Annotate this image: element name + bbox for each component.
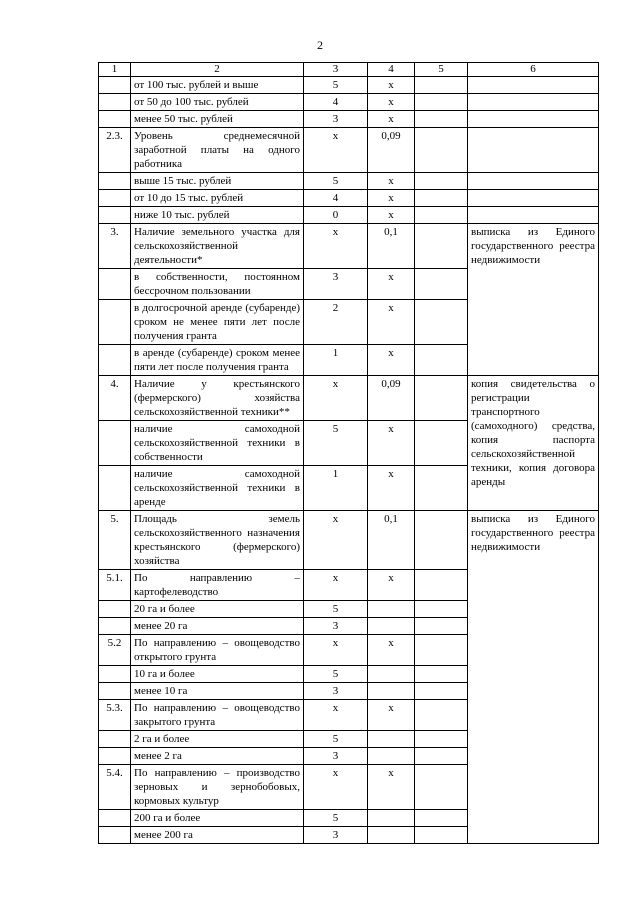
row-number-cell: 5.2 [99,635,131,666]
value-cell [415,635,468,666]
column-header: 1 [99,63,131,77]
weight-cell: х [368,111,415,128]
criterion-text-cell: По направлению – картофелеводство [131,570,304,601]
row-number-cell [99,345,131,376]
score-cell: х [304,511,368,570]
score-cell: х [304,128,368,173]
row-number-cell [99,300,131,345]
weight-cell: х [368,207,415,224]
value-cell [415,190,468,207]
criterion-text-cell: По направлению – овощеводство закрытого грунта [131,700,304,731]
criterion-text-cell: Уровень среднемесячной заработной платы на одного работника [131,128,304,173]
document-cell [468,94,599,111]
criterion-text-cell: По направлению – производство зерновых и зернобобовых, кормовых культур [131,765,304,810]
column-header: 6 [468,63,599,77]
table-body [99,63,599,844]
score-cell: 4 [304,190,368,207]
weight-cell [368,666,415,683]
score-cell: 5 [304,810,368,827]
score-cell: 1 [304,345,368,376]
value-cell [415,128,468,173]
document-cell: выписка из Единого государственного реестра недвижимости [468,511,599,844]
value-cell [415,748,468,765]
value-cell [415,77,468,94]
criterion-text-cell: По направлению – овощеводство открытого грунта [131,635,304,666]
column-header: 4 [368,63,415,77]
row-number-cell [99,810,131,827]
value-cell [415,173,468,190]
criterion-text-cell: в собственности, постоянном бессрочном пользовании [131,269,304,300]
row-number-cell: 4. [99,376,131,421]
value-cell [415,345,468,376]
row-number-cell [99,618,131,635]
row-number-cell: 3. [99,224,131,269]
criterion-text-cell: менее 2 га [131,748,304,765]
row-number-cell [99,111,131,128]
weight-cell: х [368,77,415,94]
document-cell [468,128,599,173]
row-number-cell [99,827,131,844]
value-cell [415,300,468,345]
criterion-text-cell: Наличие у крестьянского (фермерского) хозяйства сельскохозяйственной техники** [131,376,304,421]
score-cell: 5 [304,173,368,190]
row-number-cell [99,731,131,748]
weight-cell [368,810,415,827]
score-cell: 1 [304,466,368,511]
criterion-text-cell: наличие самоходной сельскохозяйственной техники в аренде [131,466,304,511]
score-cell: 5 [304,731,368,748]
criterion-text-cell: 10 га и более [131,666,304,683]
document-cell [468,173,599,190]
weight-cell [368,827,415,844]
value-cell [415,94,468,111]
score-cell: 3 [304,827,368,844]
score-cell: 3 [304,748,368,765]
score-cell: х [304,700,368,731]
value-cell [415,111,468,128]
criterion-text-cell: менее 200 га [131,827,304,844]
table-row [99,224,599,269]
row-number-cell [99,666,131,683]
row-number-cell [99,683,131,700]
row-number-cell [99,466,131,511]
score-cell: х [304,376,368,421]
column-header: 5 [415,63,468,77]
score-cell: 3 [304,683,368,700]
criterion-text-cell: менее 10 га [131,683,304,700]
value-cell [415,466,468,511]
criterion-text-cell: от 10 до 15 тыс. рублей [131,190,304,207]
value-cell [415,700,468,731]
value-cell [415,224,468,269]
criterion-text-cell: 200 га и более [131,810,304,827]
value-cell [415,601,468,618]
criterion-text-cell: менее 20 га [131,618,304,635]
table-row [99,173,599,190]
table-row [99,511,599,570]
score-cell: 5 [304,601,368,618]
score-cell: 3 [304,269,368,300]
score-cell: 4 [304,94,368,111]
criterion-text-cell: Наличие земельного участка для сельскохозяйственной деятельности* [131,224,304,269]
weight-cell: 0,1 [368,511,415,570]
weight-cell: х [368,421,415,466]
weight-cell: х [368,173,415,190]
value-cell [415,376,468,421]
value-cell [415,765,468,810]
criterion-text-cell: ниже 10 тыс. рублей [131,207,304,224]
document-cell [468,77,599,94]
criterion-text-cell: от 50 до 100 тыс. рублей [131,94,304,111]
score-cell: х [304,635,368,666]
weight-cell [368,731,415,748]
document-cell: выписка из Единого государственного реестра недвижимости [468,224,599,376]
row-number-cell: 5.4. [99,765,131,810]
score-cell: 5 [304,77,368,94]
weight-cell: х [368,94,415,111]
document-cell [468,111,599,128]
value-cell [415,683,468,700]
column-header: 3 [304,63,368,77]
score-cell: 3 [304,618,368,635]
document-cell: копия свидетельства о регистрации транспортного (самоходного) средства, копия паспорта сельскохозяйственной техники, копия договора аренды [468,376,599,511]
weight-cell: 0,1 [368,224,415,269]
score-cell: 2 [304,300,368,345]
row-number-cell [99,94,131,111]
value-cell [415,731,468,748]
weight-cell: 0,09 [368,128,415,173]
column-number-row [99,63,599,77]
row-number-cell: 5.1. [99,570,131,601]
row-number-cell [99,269,131,300]
score-cell: 0 [304,207,368,224]
weight-cell: х [368,345,415,376]
score-cell: х [304,570,368,601]
value-cell [415,269,468,300]
row-number-cell [99,173,131,190]
row-number-cell [99,77,131,94]
score-cell: 3 [304,111,368,128]
value-cell [415,810,468,827]
document-cell [468,207,599,224]
weight-cell: х [368,765,415,810]
criterion-text-cell: выше 15 тыс. рублей [131,173,304,190]
row-number-cell [99,421,131,466]
row-number-cell: 5. [99,511,131,570]
criteria-table [98,62,599,844]
table-row [99,94,599,111]
value-cell [415,827,468,844]
row-number-cell [99,190,131,207]
criterion-text-cell: наличие самоходной сельскохозяйственной техники в собственности [131,421,304,466]
page-number: 2 [317,38,323,52]
score-cell: х [304,765,368,810]
criterion-text-cell: в долгосрочной аренде (субаренде) сроком не менее пяти лет после получения гранта [131,300,304,345]
weight-cell: х [368,269,415,300]
row-number-cell: 2.3. [99,128,131,173]
criterion-text-cell: 2 га и более [131,731,304,748]
table-row [99,376,599,421]
criterion-text-cell: менее 50 тыс. рублей [131,111,304,128]
value-cell [415,207,468,224]
row-number-cell [99,207,131,224]
table-row [99,111,599,128]
weight-cell [368,618,415,635]
criterion-text-cell: от 100 тыс. рублей и выше [131,77,304,94]
value-cell [415,618,468,635]
criterion-text-cell: 20 га и более [131,601,304,618]
criterion-text-cell: в аренде (субаренде) сроком менее пяти лет после получения гранта [131,345,304,376]
weight-cell: х [368,700,415,731]
table-row [99,77,599,94]
score-cell: 5 [304,666,368,683]
table-row [99,128,599,173]
score-cell: х [304,224,368,269]
weight-cell [368,683,415,700]
value-cell [415,570,468,601]
table-row [99,207,599,224]
document-cell [468,190,599,207]
criterion-text-cell: Площадь земель сельскохозяйственного назначения крестьянского (фермерского) хозяйства [131,511,304,570]
weight-cell: х [368,570,415,601]
value-cell [415,666,468,683]
weight-cell: х [368,635,415,666]
score-cell: 5 [304,421,368,466]
weight-cell: х [368,466,415,511]
weight-cell: 0,09 [368,376,415,421]
row-number-cell [99,601,131,618]
weight-cell [368,601,415,618]
row-number-cell [99,748,131,765]
weight-cell: х [368,190,415,207]
table-row [99,190,599,207]
value-cell [415,511,468,570]
value-cell [415,421,468,466]
weight-cell [368,748,415,765]
weight-cell: х [368,300,415,345]
row-number-cell: 5.3. [99,700,131,731]
column-header: 2 [131,63,304,77]
